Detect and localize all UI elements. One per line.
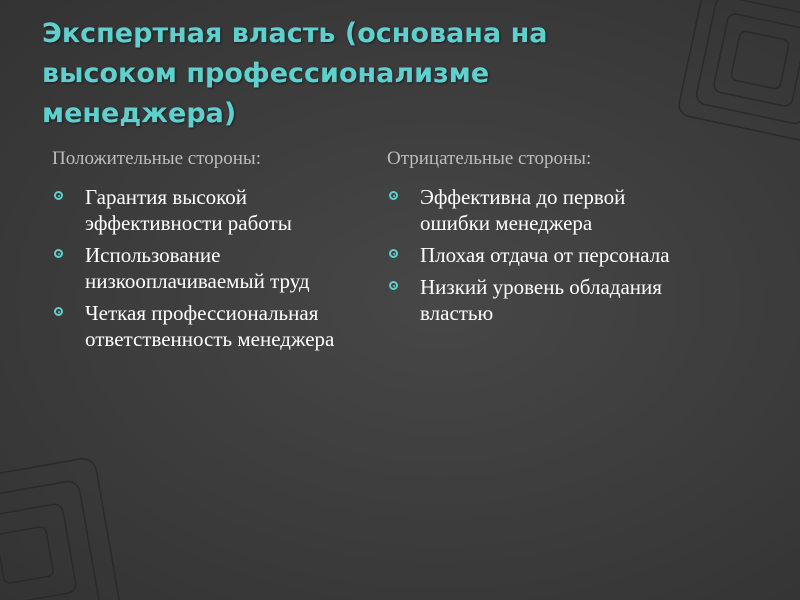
list-item (50, 184, 350, 236)
list-item-text: Гарантия высокой эффективности работы (85, 185, 292, 235)
circle-bullet-icon (54, 307, 63, 316)
list-item-text: Использование низкооплачиваемый труд (85, 243, 310, 293)
circle-bullet-icon (389, 191, 398, 200)
list-item (50, 300, 350, 352)
circle-bullet-icon (389, 249, 398, 258)
positive-list (50, 184, 350, 352)
list-item (385, 184, 685, 236)
list-item (50, 242, 350, 294)
list-item (385, 274, 685, 326)
negative-heading: Отрицательные стороны: (387, 148, 592, 169)
circle-bullet-icon (389, 281, 398, 290)
list-item-text: Низкий уровень обладания властью (420, 275, 662, 325)
negative-list (385, 184, 685, 326)
list-item-text: Эффективна до первой ошибки менеджера (420, 185, 626, 235)
list-item-text: Четкая профессиональная ответственность менеджера (85, 301, 335, 351)
circle-bullet-icon (54, 191, 63, 200)
circle-bullet-icon (54, 249, 63, 258)
list-item-text: Плохая отдача от персонала (420, 243, 670, 267)
positive-column (50, 148, 350, 358)
positive-heading: Положительные стороны: (52, 148, 261, 169)
slide-title: Экспертная власть (основана на высоком профессионализме менеджера) (42, 18, 548, 129)
list-item (385, 242, 685, 268)
negative-column (385, 148, 685, 332)
